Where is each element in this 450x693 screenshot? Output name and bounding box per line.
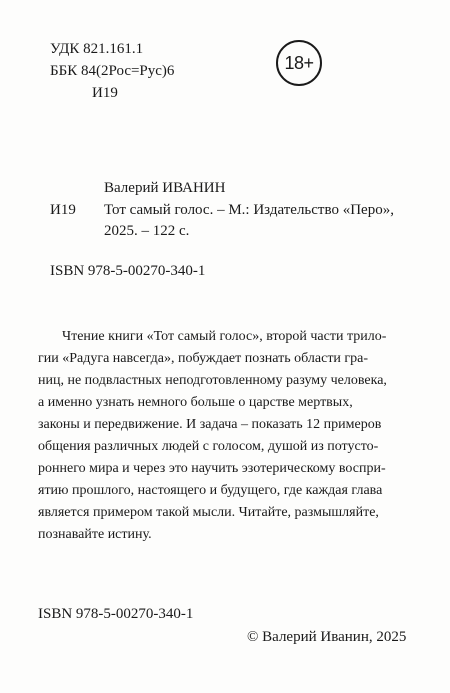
description-line: а именно узнать немного больше о царстве мертвых, (38, 395, 353, 410)
description-line: общения различных людей с голосом, душой из потусто- (38, 439, 379, 454)
author-sign: И19 (92, 85, 118, 101)
book-description (38, 326, 426, 546)
description-line: роннего мира и через это научить эзотерическому воспри- (38, 461, 386, 476)
entry-title-line: Тот самый голос. – М.: Издательство «Перо», (104, 202, 394, 218)
description-line: познавайте истину. (38, 527, 152, 542)
entry-year-pages: 2025. – 122 с. (104, 223, 190, 239)
description-line: является примером такой мысли. Читайте, размышляйте, (38, 505, 379, 520)
description-line: законы и передвижение. И задача – показать 12 примеров (38, 417, 382, 432)
entry-code: И19 (50, 202, 76, 218)
copyright: © Валерий Иванин, 2025 (247, 629, 407, 645)
description-line: ятию прошлого, настоящего и будущего, где каждая глава (38, 483, 383, 498)
description-line: ниц, не подвластных неподготовленному разуму человека, (38, 373, 387, 388)
udk-code: УДК 821.161.1 (50, 41, 144, 57)
description-line: гии «Радуга навсегда», побуждает познать области гра- (38, 351, 369, 366)
age-rating-badge: 18+ (276, 40, 322, 86)
description-line: Чтение книги «Тот самый голос», второй части трило- (62, 329, 387, 344)
bbk-code: ББК 84(2Рос=Рус)6 (50, 63, 175, 79)
entry-isbn: ISBN 978-5-00270-340-1 (50, 263, 206, 279)
footer-isbn: ISBN 978-5-00270-340-1 (38, 606, 194, 622)
entry-author: Валерий ИВАНИН (104, 180, 226, 196)
